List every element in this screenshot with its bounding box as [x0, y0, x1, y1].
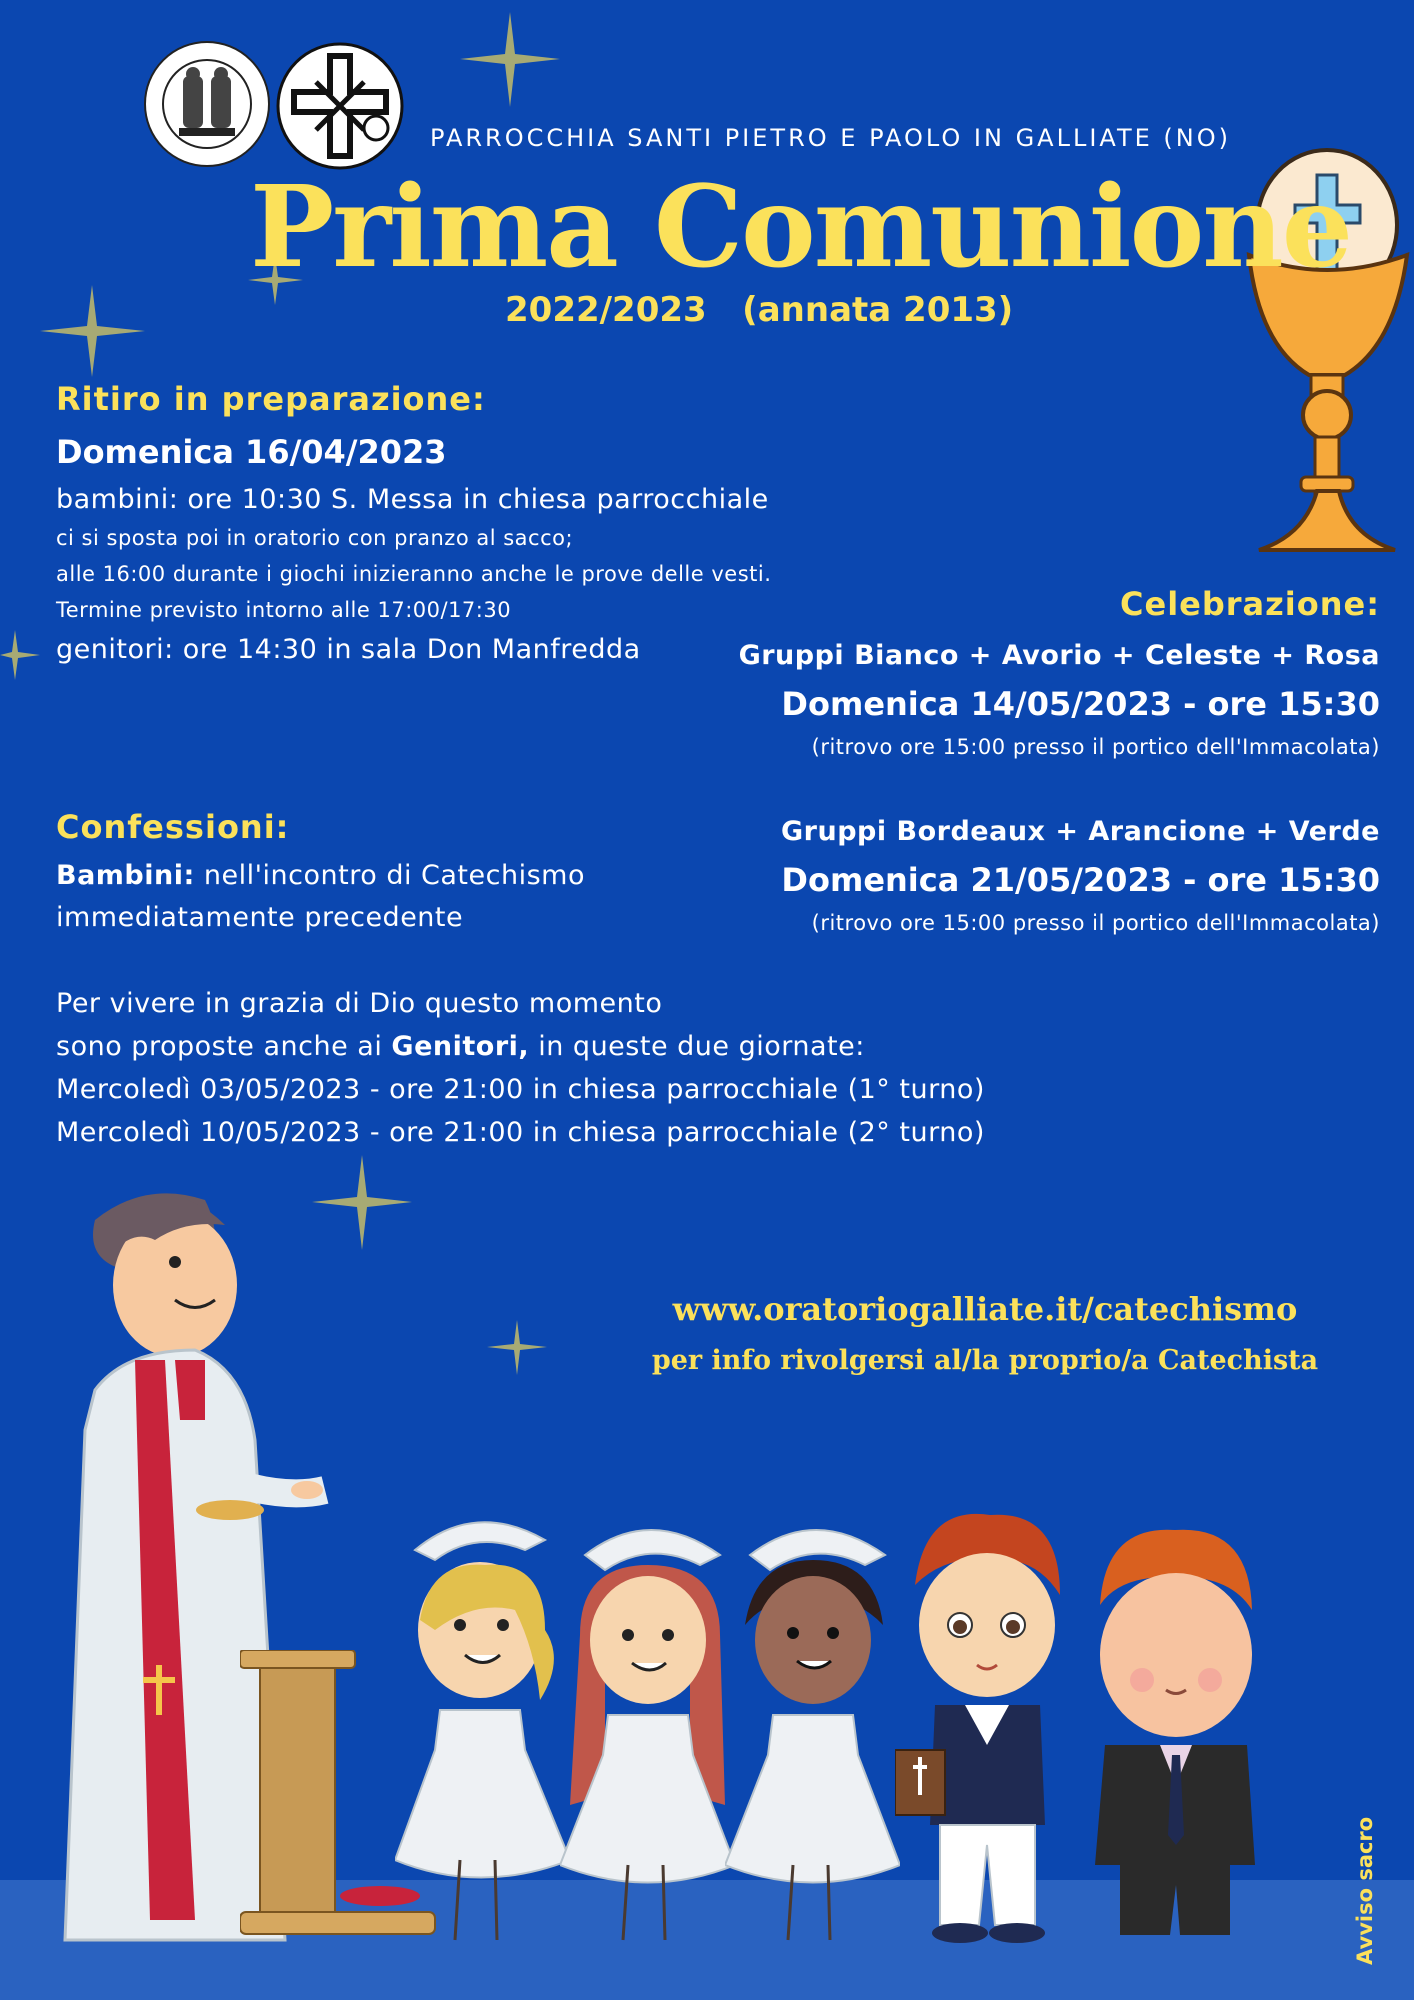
confessioni-genitori: [56, 1031, 865, 1062]
confessioni-date: Mercoledì 10/05/2023 - ore 21:00 in chiesa parrocchiale (2° turno): [56, 1117, 985, 1148]
website-link[interactable]: www.oratoriogalliate.it/catechismo: [672, 1290, 1298, 1328]
confessioni-bambini: [56, 860, 585, 891]
confessioni-date: Mercoledì 03/05/2023 - ore 21:00 in chiesa parrocchiale (1° turno): [56, 1074, 985, 1105]
ritiro-line: genitori: ore 14:30 in sala Don Manfredda: [56, 634, 641, 665]
girl-illustration: [395, 1510, 570, 1950]
star-icon: [460, 12, 560, 107]
star-icon: [0, 630, 40, 680]
ritiro-line: alle 16:00 durante i giochi inizieranno anche le prove delle vesti.: [56, 562, 772, 586]
ritiro-line: ci si sposta poi in oratorio con pranzo al sacco;: [56, 526, 574, 550]
girl-illustration: [725, 1515, 900, 1950]
confessioni-heading: Confessioni:: [56, 808, 290, 846]
boy-illustration: [895, 1505, 1075, 1950]
oratorio-cross-logo: [276, 42, 404, 170]
ritiro-heading: Ritiro in preparazione:: [56, 380, 486, 418]
genitori-text-b: in queste due giornate:: [529, 1031, 865, 1062]
star-icon: [40, 285, 145, 377]
parish-seal-logo: [143, 40, 271, 168]
info-line: per info rivolgersi al/la proprio/a Catechista: [651, 1345, 1319, 1376]
celebrazione-heading: Celebrazione:: [1120, 585, 1380, 623]
celebrazione-group-date: Domenica 21/05/2023 - ore 15:30: [781, 861, 1380, 899]
side-note: Avviso sacro: [1353, 1816, 1377, 1965]
boy-illustration: [1080, 1515, 1270, 1945]
ritiro-line: bambini: ore 10:30 S. Messa in chiesa parrocchiale: [56, 484, 769, 515]
page-title: Prima Comunione: [250, 162, 1351, 293]
bambini-label: Bambini:: [56, 860, 195, 891]
page-subtitle: 2022/2023 (annata 2013): [505, 290, 1014, 330]
genitori-text-a: sono proposte anche ai: [56, 1031, 392, 1062]
confessioni-bambini-2: immediatamente precedente: [56, 902, 464, 933]
celebrazione-group-name: Gruppi Bianco + Avorio + Celeste + Rosa: [738, 640, 1380, 671]
genitori-label: Genitori,: [391, 1031, 530, 1062]
girl-illustration: [560, 1515, 735, 1950]
celebrazione-group-note: (ritrovo ore 15:00 presso il portico dell'Immacolata): [811, 911, 1380, 935]
celebrazione-group-name: Gruppi Bordeaux + Arancione + Verde: [781, 816, 1380, 847]
ritiro-line: Termine previsto intorno alle 17:00/17:30: [56, 598, 512, 622]
celebrazione-group-note: (ritrovo ore 15:00 presso il portico dell'Immacolata): [811, 735, 1380, 759]
bambini-text: nell'incontro di Catechismo: [194, 860, 585, 891]
ritiro-date: Domenica 16/04/2023: [56, 433, 447, 471]
parish-name: PARROCCHIA SANTI PIETRO E PAOLO IN GALLIATE (NO): [430, 124, 1231, 152]
confessioni-genitori-intro: Per vivere in grazia di Dio questo momento: [56, 988, 663, 1019]
celebrazione-group-date: Domenica 14/05/2023 - ore 15:30: [781, 685, 1380, 723]
star-icon: [487, 1320, 547, 1375]
